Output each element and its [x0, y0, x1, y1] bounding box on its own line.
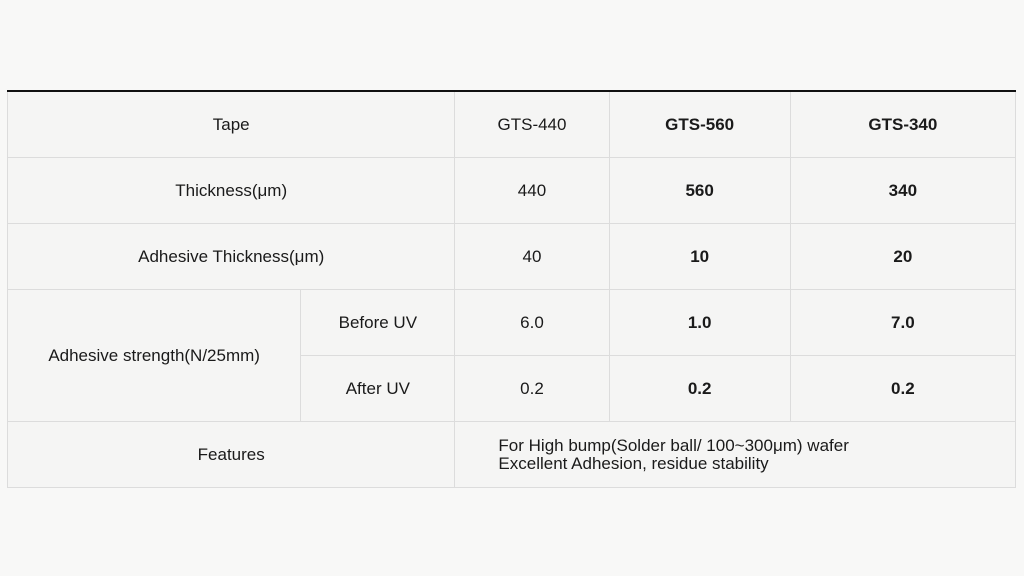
adhesive-thickness-value-gts-440: 40 — [455, 224, 609, 290]
thickness-value-gts-340: 340 — [790, 158, 1015, 224]
before-uv-value-gts-440: 6.0 — [455, 290, 609, 356]
header-product-gts-560: GTS-560 — [609, 91, 790, 158]
features-line-2: Excellent Adhesion, residue stability — [498, 453, 769, 473]
thickness-value-gts-440: 440 — [455, 158, 609, 224]
table-row-adhesive-thickness — [8, 224, 1016, 290]
thickness-label: Thickness(μm) — [8, 158, 455, 224]
adhesive-thickness-label: Adhesive Thickness(μm) — [8, 224, 455, 290]
before-uv-value-gts-340: 7.0 — [790, 290, 1015, 356]
after-uv-label: After UV — [301, 356, 455, 422]
spec-table — [7, 90, 1016, 488]
table-row-header — [8, 91, 1016, 158]
adhesive-thickness-value-gts-560: 10 — [609, 224, 790, 290]
before-uv-value-gts-560: 1.0 — [609, 290, 790, 356]
features-description — [455, 422, 1016, 488]
table-row-thickness — [8, 158, 1016, 224]
adhesive-thickness-value-gts-340: 20 — [790, 224, 1015, 290]
thickness-value-gts-560: 560 — [609, 158, 790, 224]
header-product-gts-440: GTS-440 — [455, 91, 609, 158]
features-label: Features — [8, 422, 455, 488]
after-uv-value-gts-560: 0.2 — [609, 356, 790, 422]
table-row-features — [8, 422, 1016, 488]
features-line-1: For High bump(Solder ball/ 100~300μm) wafer — [498, 435, 849, 455]
table-row-before-uv — [8, 290, 1016, 356]
adhesive-strength-label: Adhesive strength(N/25mm) — [8, 290, 301, 422]
before-uv-label: Before UV — [301, 290, 455, 356]
after-uv-value-gts-440: 0.2 — [455, 356, 609, 422]
after-uv-value-gts-340: 0.2 — [790, 356, 1015, 422]
header-product-gts-340: GTS-340 — [790, 91, 1015, 158]
header-label: Tape — [8, 91, 455, 158]
